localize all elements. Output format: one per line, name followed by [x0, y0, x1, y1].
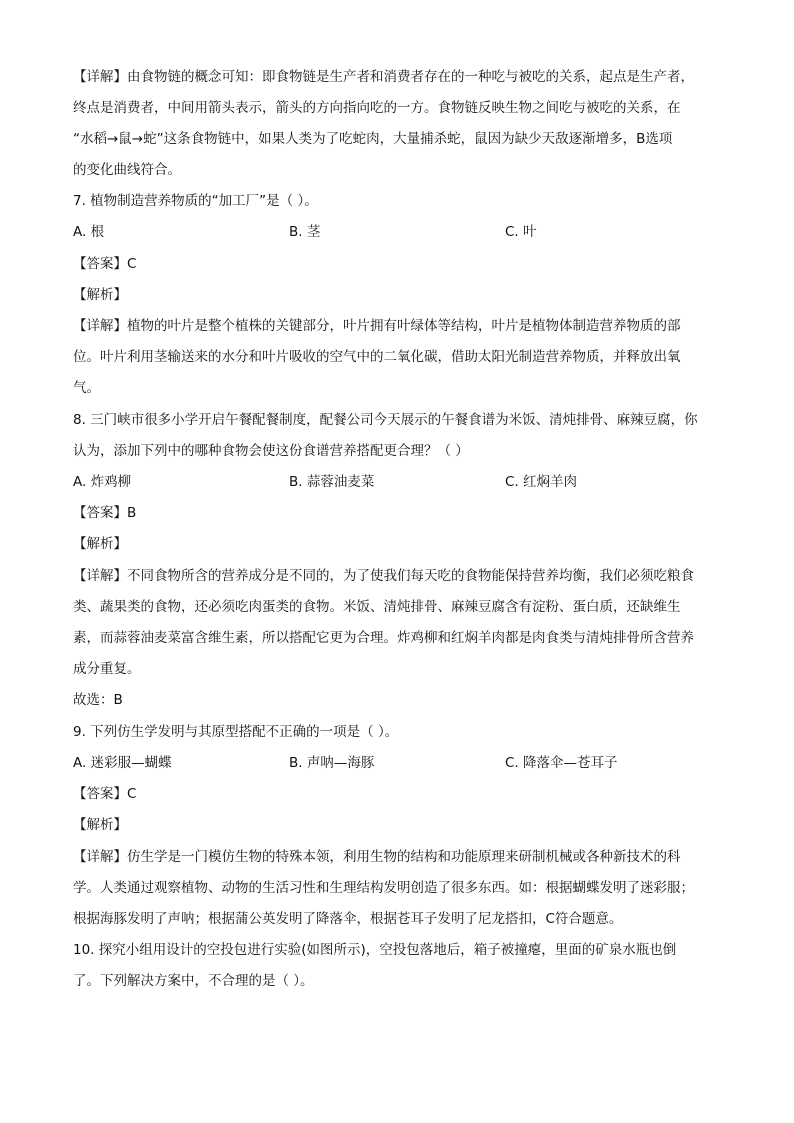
- q7-detail-line-3: 气。: [73, 380, 100, 396]
- q8-option-c: C. 红焖羊肉: [505, 474, 578, 490]
- q8-detail-line-3: 素，而蒜蓉油麦菜富含维生素，所以搭配它更为合理。炸鸡柳和红焖羊肉都是肉食类与清炖排骨所含营养: [73, 630, 694, 646]
- q9-stem: 9. 下列仿生学发明与其原型搭配不正确的一项是（ ）。: [73, 724, 399, 740]
- q9-analysis-label: 【解析】: [73, 817, 127, 833]
- q9-option-b: B. 声呐—海豚: [289, 755, 375, 771]
- q9-detail-line-2: 学。人类通过观察植物、动物的生活习性和生理结构发明创造了很多东西。如：根据蝴蝶发明了迷彩服；: [73, 880, 694, 896]
- q8-option-b: B. 蒜蓉油麦菜: [289, 474, 375, 490]
- q8-answer: 【答案】B: [73, 505, 137, 521]
- q9-answer: 【答案】C: [73, 786, 137, 802]
- q9-detail-line-1: 【详解】仿生学是一门模仿生物的特殊本领，利用生物的结构和功能原理来研制机械或各种新技术的科: [73, 849, 681, 865]
- q7-detail-line-2: 位。叶片利用茎输送来的水分和叶片吸收的空气中的二氧化碳，借助太阳光制造营养物质，并释放出氧: [73, 349, 681, 365]
- q8-analysis-label: 【解析】: [73, 536, 127, 552]
- q8-option-a: A. 炸鸡柳: [73, 474, 132, 490]
- q8-stem-line-1: 8. 三门峡市很多小学开启午餐配餐制度，配餐公司今天展示的午餐食谱为米饭、清炖排骨、麻辣豆腐，你: [73, 412, 698, 428]
- q6-detail-line-4: 的变化曲线符合。: [73, 162, 181, 178]
- q6-detail-line-1: 【详解】由食物链的概念可知：即食物链是生产者和消费者存在的一种吃与被吃的关系，起点是生产者，: [73, 69, 694, 85]
- q7-detail-line-1: 【详解】植物的叶片是整个植株的关键部分，叶片拥有叶绿体等结构，叶片是植物体制造营养物质的部: [73, 318, 681, 334]
- q7-option-a: A. 根: [73, 224, 105, 240]
- q9-option-c: C. 降落伞—苍耳子: [505, 755, 618, 771]
- q8-conclusion: 故选：B: [73, 692, 123, 708]
- q8-detail-line-2: 类、蔬果类的食物，还必须吃肉蛋类的食物。米饭、清炖排骨、麻辣豆腐含有淀粉、蛋白质，还缺维生: [73, 599, 681, 615]
- q8-stem-line-2: 认为，添加下列中的哪种食物会使这份食谱营养搭配更合理？（ ）: [73, 443, 469, 459]
- q7-analysis-label: 【解析】: [73, 287, 127, 303]
- q8-detail-line-1: 【详解】不同食物所含的营养成分是不同的，为了使我们每天吃的食物能保持营养均衡，我们必须吃粮食: [73, 568, 694, 584]
- q6-detail-line-3: “水稻→鼠→蛇”这条食物链中，如果人类为了吃蛇肉，大量捕杀蛇，鼠因为缺少天敌逐渐增多，B选项: [73, 131, 673, 147]
- q7-option-b: B. 茎: [289, 224, 321, 240]
- q10-stem-line-2: 了。下列解决方案中，不合理的是（ ）。: [73, 973, 314, 989]
- q9-option-a: A. 迷彩服—蝴蝶: [73, 755, 172, 771]
- q7-option-c: C. 叶: [505, 224, 537, 240]
- q10-stem-line-1: 10. 探究小组用设计的空投包进行实验(如图所示)，空投包落地后，箱子被撞瘪，里面的矿泉水瓶也倒: [73, 942, 677, 958]
- q7-stem: 7. 植物制造营养物质的“加工厂”是（ ）。: [73, 193, 318, 209]
- q8-detail-line-4: 成分重复。: [73, 661, 141, 677]
- q6-detail-line-2: 终点是消费者，中间用箭头表示，箭头的方向指向吃的一方。食物链反映生物之间吃与被吃的关系，在: [73, 100, 681, 116]
- q9-detail-line-3: 根据海豚发明了声呐；根据蒲公英发明了降落伞，根据苍耳子发明了尼龙搭扣，C符合题意。: [73, 911, 623, 927]
- q7-answer: 【答案】C: [73, 256, 137, 272]
